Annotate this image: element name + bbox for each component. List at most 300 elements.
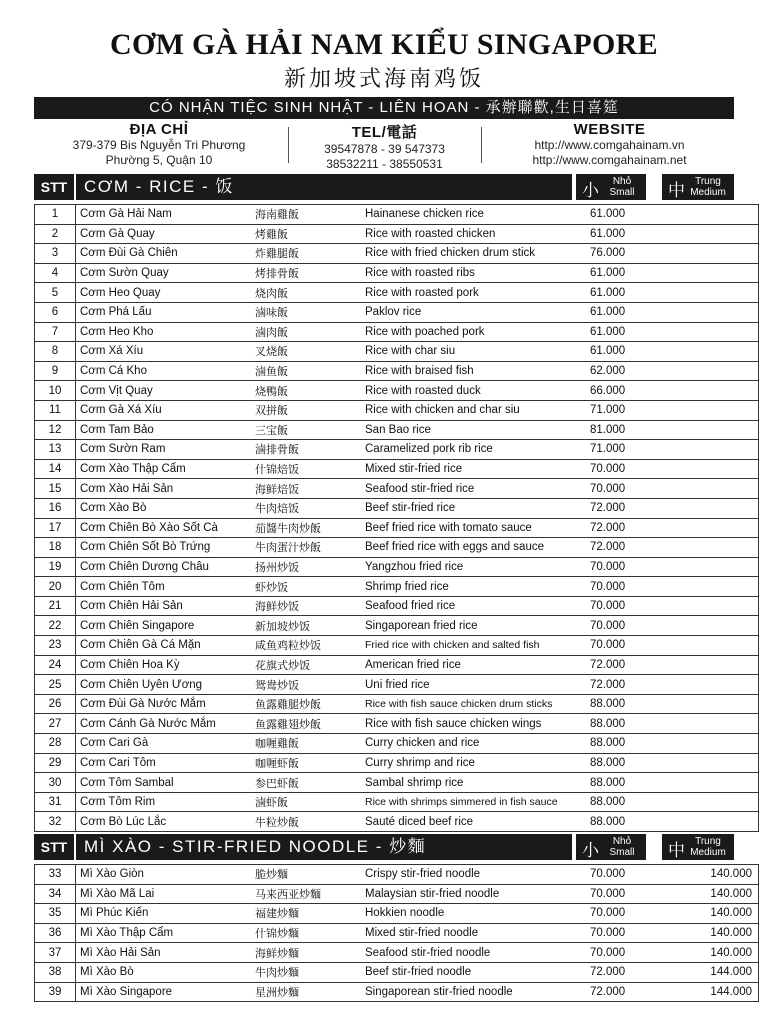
address-label: ĐỊA CHỈ (129, 121, 189, 138)
restaurant-subtitle-chinese: 新加坡式海南鸡饭 (283, 67, 484, 92)
item-name-english: Fried rice with chicken and salted fish (365, 636, 578, 656)
item-number: 21 (35, 596, 76, 616)
item-number: 33 (35, 865, 76, 885)
item-name-vietnamese: Cơm Chiên Hải Sản (76, 596, 256, 616)
menu-row (35, 440, 759, 460)
item-name-vietnamese: Mì Xào Hải Sản (76, 943, 256, 963)
item-number: 19 (35, 557, 76, 577)
item-number: 25 (35, 675, 76, 695)
menu-row (35, 884, 759, 904)
price-small: 70.000 (578, 479, 672, 499)
item-name-chinese: 三宝飯 (255, 420, 365, 440)
item-number: 29 (35, 753, 76, 773)
item-name-chinese: 新加坡炒饭 (255, 616, 365, 636)
item-number: 4 (35, 263, 76, 283)
price-medium (672, 596, 759, 616)
item-name-chinese: 鸳鸯炒饭 (255, 675, 365, 695)
item-name-chinese: 烤雞飯 (255, 224, 365, 244)
menu-row (35, 714, 759, 734)
item-name-chinese: 烧鴨飯 (255, 381, 365, 401)
item-name-chinese: 烧肉飯 (255, 283, 365, 303)
price-medium: 144.000 (672, 982, 759, 1002)
section-title: CƠM - RICE - 饭 (76, 174, 572, 200)
price-medium (672, 498, 759, 518)
section-header (34, 834, 734, 860)
item-name-vietnamese: Cơm Cá Kho (76, 361, 256, 381)
menu-row (35, 400, 759, 420)
medium-size-header (662, 834, 734, 860)
rice-menu-table (34, 204, 759, 832)
item-name-english: Rice with chicken and char siu (365, 400, 578, 420)
item-name-english: Rice with roasted chicken (365, 224, 578, 244)
price-medium (672, 538, 759, 558)
price-medium (672, 400, 759, 420)
price-medium (672, 792, 759, 812)
price-small: 70.000 (578, 884, 672, 904)
item-name-english: Uni fried rice (365, 675, 578, 695)
item-name-english: American fried rice (365, 655, 578, 675)
item-name-english: Mixed stir-fried noodle (365, 923, 578, 943)
item-name-vietnamese: Cơm Đùi Gà Chiên (76, 244, 256, 264)
item-name-chinese: 炸雞腿飯 (255, 244, 365, 264)
price-small: 88.000 (578, 773, 672, 793)
website-link-2[interactable]: http://www.comgahainam.net (532, 153, 687, 167)
small-size-header (576, 174, 646, 200)
item-name-chinese: 海鲜炒麵 (255, 943, 365, 963)
divider (481, 127, 482, 163)
price-medium: 140.000 (672, 884, 759, 904)
item-name-chinese: 叉烧飯 (255, 342, 365, 362)
price-small: 70.000 (578, 459, 672, 479)
price-medium (672, 557, 759, 577)
item-number: 12 (35, 420, 76, 440)
address-block (34, 121, 284, 171)
item-name-english: Seafood fried rice (365, 596, 578, 616)
menu-row (35, 812, 759, 832)
item-number: 7 (35, 322, 76, 342)
price-small: 72.000 (578, 675, 672, 695)
item-number: 5 (35, 283, 76, 303)
medium-label: Trung Medium (690, 836, 726, 858)
menu-row (35, 322, 759, 342)
price-small: 61.000 (578, 302, 672, 322)
price-medium (672, 244, 759, 264)
item-name-english: Mixed stir-fried rice (365, 459, 578, 479)
price-medium (672, 420, 759, 440)
item-number: 11 (35, 400, 76, 420)
medium-cn-label: 中 (668, 181, 685, 200)
item-name-english: Shrimp fried rice (365, 577, 578, 597)
price-medium (672, 479, 759, 499)
tel-line-2: 38532211 - 38550531 (326, 157, 443, 171)
stt-header: STT (34, 174, 74, 200)
menu-row (35, 636, 759, 656)
price-small: 71.000 (578, 400, 672, 420)
price-small: 61.000 (578, 263, 672, 283)
price-medium (672, 518, 759, 538)
price-medium (672, 753, 759, 773)
item-number: 15 (35, 479, 76, 499)
website-block (485, 121, 734, 171)
menu-row (35, 224, 759, 244)
item-name-vietnamese: Cơm Chiên Hoa Kỳ (76, 655, 256, 675)
item-name-english: Seafood stir-fried noodle (365, 943, 578, 963)
item-number: 14 (35, 459, 76, 479)
price-small: 70.000 (578, 596, 672, 616)
item-name-english: Sambal shrimp rice (365, 773, 578, 793)
item-number: 24 (35, 655, 76, 675)
price-medium (672, 773, 759, 793)
price-small: 61.000 (578, 342, 672, 362)
item-number: 26 (35, 694, 76, 714)
item-name-vietnamese: Cơm Xào Bò (76, 498, 256, 518)
item-number: 31 (35, 792, 76, 812)
price-medium (672, 322, 759, 342)
item-name-english: Rice with roasted ribs (365, 263, 578, 283)
item-name-chinese: 牛肉焙饭 (255, 498, 365, 518)
item-number: 23 (35, 636, 76, 656)
item-name-chinese: 咖喱雞飯 (255, 734, 365, 754)
item-name-english: Beef stir-fried rice (365, 498, 578, 518)
menu-row (35, 459, 759, 479)
item-name-english: Beef fried rice with tomato sauce (365, 518, 578, 538)
item-number: 36 (35, 923, 76, 943)
item-name-english: Rice with fish sauce chicken drum sticks (365, 694, 578, 714)
price-medium (672, 616, 759, 636)
item-number: 13 (35, 440, 76, 460)
item-name-chinese: 鱼露雞腿炒飯 (255, 694, 365, 714)
item-name-english: Sauté diced beef rice (365, 812, 578, 832)
price-medium (672, 636, 759, 656)
website-link-1[interactable]: http://www.comgahainam.vn (534, 138, 685, 152)
price-medium: 140.000 (672, 943, 759, 963)
item-name-english: Seafood stir-fried rice (365, 479, 578, 499)
item-name-chinese: 滷虾飯 (255, 792, 365, 812)
item-name-english: Beef fried rice with eggs and sauce (365, 538, 578, 558)
price-small: 70.000 (578, 557, 672, 577)
item-name-chinese: 咖喱虾飯 (255, 753, 365, 773)
menu-row (35, 753, 759, 773)
price-small: 81.000 (578, 420, 672, 440)
price-small: 88.000 (578, 753, 672, 773)
item-name-english: Curry shrimp and rice (365, 753, 578, 773)
price-medium (672, 714, 759, 734)
item-number: 17 (35, 518, 76, 538)
menu-row (35, 694, 759, 714)
price-medium: 140.000 (672, 923, 759, 943)
item-number: 6 (35, 302, 76, 322)
menu-row (35, 479, 759, 499)
noodle-section (34, 834, 752, 1002)
party-banner: CÓ NHẬN TIỆC SINH NHẬT - LIÊN HOAN - 承辦聯歡,生日喜筵 (34, 97, 734, 119)
menu-row (35, 538, 759, 558)
price-medium (672, 263, 759, 283)
price-small: 70.000 (578, 904, 672, 924)
item-name-chinese: 海鲜焙饭 (255, 479, 365, 499)
item-name-english: Crispy stir-fried noodle (365, 865, 578, 885)
price-medium (672, 224, 759, 244)
item-name-vietnamese: Cơm Heo Kho (76, 322, 256, 342)
contact-info (34, 121, 734, 171)
price-small: 70.000 (578, 636, 672, 656)
price-small: 61.000 (578, 205, 672, 225)
price-medium (672, 361, 759, 381)
item-number: 32 (35, 812, 76, 832)
price-small: 70.000 (578, 943, 672, 963)
menu-row (35, 923, 759, 943)
item-name-chinese: 马来西亚炒麵 (255, 884, 365, 904)
item-name-vietnamese: Cơm Chiên Bò Xào Sốt Cà (76, 518, 256, 538)
small-label: Nhỏ Small (609, 836, 635, 858)
item-name-vietnamese: Cơm Tam Bảo (76, 420, 256, 440)
item-name-vietnamese: Cơm Cari Tôm (76, 753, 256, 773)
item-name-chinese: 双拼飯 (255, 400, 365, 420)
item-name-vietnamese: Cơm Tôm Rim (76, 792, 256, 812)
item-name-vietnamese: Cơm Gà Xá Xíu (76, 400, 256, 420)
item-name-english: Malaysian stir-fried noodle (365, 884, 578, 904)
item-name-vietnamese: Cơm Chiên Sốt Bò Trứng (76, 538, 256, 558)
item-name-vietnamese: Cơm Sườn Quay (76, 263, 256, 283)
item-name-english: Curry chicken and rice (365, 734, 578, 754)
section-header (34, 174, 734, 200)
price-medium (672, 283, 759, 303)
item-name-vietnamese: Cơm Phá Lấu (76, 302, 256, 322)
menu-row (35, 792, 759, 812)
item-name-chinese: 烤排骨飯 (255, 263, 365, 283)
small-size-header (576, 834, 646, 860)
stt-header: STT (34, 834, 74, 860)
price-small: 70.000 (578, 923, 672, 943)
item-number: 35 (35, 904, 76, 924)
item-name-vietnamese: Mì Xào Bò (76, 962, 256, 982)
tel-block (292, 121, 477, 171)
price-small: 72.000 (578, 518, 672, 538)
item-number: 27 (35, 714, 76, 734)
price-small: 72.000 (578, 655, 672, 675)
item-name-chinese: 牛肉蛋汁炒飯 (255, 538, 365, 558)
item-name-chinese: 星洲炒麵 (255, 982, 365, 1002)
item-number: 2 (35, 224, 76, 244)
medium-cn-label: 中 (668, 841, 685, 860)
price-medium (672, 734, 759, 754)
price-small: 61.000 (578, 224, 672, 244)
menu-row (35, 263, 759, 283)
price-medium (672, 302, 759, 322)
price-medium: 144.000 (672, 962, 759, 982)
item-number: 1 (35, 205, 76, 225)
address-line-2: Phường 5, Quận 10 (105, 153, 213, 167)
menu-row (35, 943, 759, 963)
price-medium: 140.000 (672, 904, 759, 924)
small-label: Nhỏ Small (609, 176, 635, 198)
item-name-chinese: 咸鱼鸡粒炒饭 (255, 636, 365, 656)
item-name-vietnamese: Cơm Xào Thập Cẩm (76, 459, 256, 479)
price-small: 88.000 (578, 734, 672, 754)
item-name-english: Rice with roasted pork (365, 283, 578, 303)
item-name-english: Rice with fried chicken drum stick (365, 244, 578, 264)
item-name-vietnamese: Cơm Bò Lúc Lắc (76, 812, 256, 832)
menu-row (35, 557, 759, 577)
price-medium: 140.000 (672, 865, 759, 885)
item-name-chinese: 海南雞飯 (255, 205, 365, 225)
price-medium (672, 812, 759, 832)
item-name-vietnamese: Mì Xào Mã Lai (76, 884, 256, 904)
menu-row (35, 302, 759, 322)
item-name-chinese: 鱼露雞翅炒飯 (255, 714, 365, 734)
item-name-vietnamese: Mì Xào Singapore (76, 982, 256, 1002)
price-small: 70.000 (578, 616, 672, 636)
medium-size-header (662, 174, 734, 200)
item-name-chinese: 参巴虾飯 (255, 773, 365, 793)
item-name-english: Singaporean fried rice (365, 616, 578, 636)
noodle-menu-table (34, 864, 759, 1002)
item-name-vietnamese: Cơm Gà Quay (76, 224, 256, 244)
item-name-vietnamese: Mì Xào Giòn (76, 865, 256, 885)
price-small: 72.000 (578, 538, 672, 558)
price-medium (672, 577, 759, 597)
price-small: 72.000 (578, 982, 672, 1002)
item-name-vietnamese: Cơm Tôm Sambal (76, 773, 256, 793)
section-title: MÌ XÀO - STIR-FRIED NOODLE - 炒麵 (76, 834, 572, 860)
item-name-vietnamese: Cơm Cari Gà (76, 734, 256, 754)
item-number: 37 (35, 943, 76, 963)
price-small: 88.000 (578, 792, 672, 812)
item-name-vietnamese: Cơm Gà Hải Nam (76, 205, 256, 225)
item-name-vietnamese: Cơm Chiên Uyên Ương (76, 675, 256, 695)
item-number: 22 (35, 616, 76, 636)
price-small: 62.000 (578, 361, 672, 381)
item-name-vietnamese: Cơm Sườn Ram (76, 440, 256, 460)
menu-row (35, 420, 759, 440)
item-name-english: Singaporean stir-fried noodle (365, 982, 578, 1002)
item-name-vietnamese: Cơm Heo Quay (76, 283, 256, 303)
price-small: 76.000 (578, 244, 672, 264)
medium-label: Trung Medium (690, 176, 726, 198)
price-small: 70.000 (578, 865, 672, 885)
price-small: 71.000 (578, 440, 672, 460)
item-number: 16 (35, 498, 76, 518)
item-name-chinese: 什锦焙饭 (255, 459, 365, 479)
item-name-english: Rice with braised fish (365, 361, 578, 381)
small-cn-label: 小 (582, 181, 599, 200)
item-name-vietnamese: Cơm Xào Hải Sản (76, 479, 256, 499)
item-name-english: Paklov rice (365, 302, 578, 322)
item-name-chinese: 滷鱼飯 (255, 361, 365, 381)
item-name-english: Hainanese chicken rice (365, 205, 578, 225)
item-name-english: Caramelized pork rib rice (365, 440, 578, 460)
menu-row (35, 982, 759, 1002)
menu-row (35, 904, 759, 924)
item-name-english: Rice with char siu (365, 342, 578, 362)
menu-row (35, 342, 759, 362)
menu-row (35, 773, 759, 793)
menu-row (35, 205, 759, 225)
price-small: 88.000 (578, 812, 672, 832)
menu-row (35, 361, 759, 381)
item-name-english: Yangzhou fried rice (365, 557, 578, 577)
item-number: 3 (35, 244, 76, 264)
item-number: 38 (35, 962, 76, 982)
menu-row (35, 962, 759, 982)
item-number: 39 (35, 982, 76, 1002)
menu-row (35, 283, 759, 303)
item-name-chinese: 脆炒麵 (255, 865, 365, 885)
item-name-chinese: 牛粒炒飯 (255, 812, 365, 832)
item-name-english: San Bao rice (365, 420, 578, 440)
item-name-vietnamese: Cơm Chiên Singapore (76, 616, 256, 636)
menu-row (35, 616, 759, 636)
tel-label: TEL/電話 (351, 124, 418, 141)
price-small: 72.000 (578, 498, 672, 518)
item-number: 18 (35, 538, 76, 558)
item-name-chinese: 滷肉飯 (255, 322, 365, 342)
item-name-vietnamese: Cơm Chiên Tôm (76, 577, 256, 597)
menu-row (35, 655, 759, 675)
item-number: 28 (35, 734, 76, 754)
price-small: 61.000 (578, 322, 672, 342)
price-medium (672, 205, 759, 225)
item-number: 10 (35, 381, 76, 401)
menu-row (35, 244, 759, 264)
menu-row (35, 734, 759, 754)
item-number: 30 (35, 773, 76, 793)
item-name-english: Rice with fish sauce chicken wings (365, 714, 578, 734)
item-number: 20 (35, 577, 76, 597)
item-name-chinese: 花旗式炒饭 (255, 655, 365, 675)
item-name-vietnamese: Cơm Đùi Gà Nước Mắm (76, 694, 256, 714)
address-line-1: 379-379 Bis Nguyễn Tri Phương (72, 138, 246, 152)
item-name-vietnamese: Mì Xào Thập Cẩm (76, 923, 256, 943)
price-small: 61.000 (578, 283, 672, 303)
item-name-vietnamese: Cơm Cánh Gà Nước Mắm (76, 714, 256, 734)
price-medium (672, 694, 759, 714)
menu-row (35, 577, 759, 597)
price-medium (672, 459, 759, 479)
item-name-chinese: 什锦炒麵 (255, 923, 365, 943)
item-name-chinese: 海鲜炒饭 (255, 596, 365, 616)
price-small: 88.000 (578, 714, 672, 734)
price-small: 88.000 (578, 694, 672, 714)
item-name-english: Hokkien noodle (365, 904, 578, 924)
menu-row (35, 865, 759, 885)
small-cn-label: 小 (582, 841, 599, 860)
item-name-vietnamese: Cơm Vịt Quay (76, 381, 256, 401)
item-name-english: Beef stir-fried noodle (365, 962, 578, 982)
price-medium (672, 675, 759, 695)
menu-row (35, 675, 759, 695)
item-name-english: Rice with roasted duck (365, 381, 578, 401)
item-name-english: Rice with poached pork (365, 322, 578, 342)
price-small: 70.000 (578, 577, 672, 597)
tel-line-1: 39547878 - 39 547373 (324, 142, 445, 156)
item-name-chinese: 滷排骨飯 (255, 440, 365, 460)
menu-row (35, 381, 759, 401)
item-name-chinese: 扬州炒饭 (255, 557, 365, 577)
price-small: 72.000 (578, 962, 672, 982)
divider (288, 127, 289, 163)
item-name-vietnamese: Cơm Xá Xíu (76, 342, 256, 362)
item-number: 8 (35, 342, 76, 362)
price-medium (672, 440, 759, 460)
price-medium (672, 655, 759, 675)
item-name-chinese: 滷味飯 (255, 302, 365, 322)
price-medium (672, 342, 759, 362)
menu-row (35, 596, 759, 616)
menu-row (35, 518, 759, 538)
price-medium (672, 381, 759, 401)
item-name-chinese: 牛肉炒麵 (255, 962, 365, 982)
item-number: 9 (35, 361, 76, 381)
